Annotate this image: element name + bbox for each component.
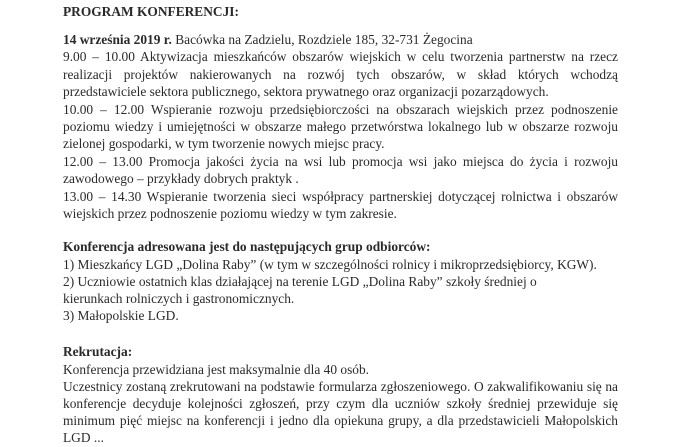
recruitment-rules: Uczestnicy zostaną zrekrutowani na podstawie formularza zgłoszeniowego. O zakwalifikowaniu się na konferencje decyduje kolejności zgłoszeń, przy czym dla uczniów szkoły średniej przewiduje się minimum pięć miejsc na konferencji i jedno dla opiekuna grupy, a dla przedstawicieli Małopolskich LGD ... [63,378,618,446]
section-spacer [63,222,618,238]
audience-item: 3) Małopolskie LGD. [63,308,179,324]
recruitment-section [63,343,618,446]
audience-item: 1) Mieszkańcy LGD „Dolina Raby” (w tym w szczególności rolnicy i mikroprzedsiębiorcy, KGW). [63,256,597,272]
page-title: PROGRAM KONFERENCJI: [63,4,239,19]
session-list [63,48,618,222]
audience-heading: Konferencja adresowana jest do następujących grup odbiorców: [63,239,431,255]
event-date: 14 września 2019 r. [63,32,172,48]
document-page [63,3,618,447]
session-item: 9.00 – 10.00 Aktywizacja mieszkańców obszarów wiejskich w celu tworzenia partnerstw na rzecz realizacji projektów nakierowanych na rozwój tych obszarów, w skład których wchodzą przedstawiciele sektora publicznego, sektora prywatnego oraz organizacji pozarządowych. [63,49,618,99]
event-date-location [63,31,618,48]
session-item: 12.00 – 13.00 Promocja jakości życia na wsi lub promocja wsi jako miejsca do życia i rozwoju zawodowego – przykłady dobrych praktyk . [63,153,618,186]
session-item: 10.00 – 12.00 Wspieranie rozwoju przedsiębiorczości na obszarach wiejskich przez podnoszenie poziomu wiedzy i umiejętności w obszarze małego przetwórstwa lokalnego lub w obszarze rozwoju zielonej gospodarki, w tym tworzenie nowych miejsc pracy. [63,101,618,151]
recruitment-capacity: Konferencja przewidziana jest maksymalnie dla 40 osób. [63,361,370,377]
section-spacer [63,324,618,343]
session-item: 13.00 – 14.30 Wspieranie tworzenia sieci współpracy partnerskiej dotyczącej rolnictwa i obszarów wiejskich przez podnoszenie poziomu wiedzy w tym zakresie. [63,188,618,221]
audience-section [63,238,618,324]
recruitment-heading: Rekrutacja: [63,344,133,360]
event-location: Bacówka na Zadzielu, Rozdziele 185, 32-731 Żegocina [171,32,473,48]
audience-item: 2) Uczniowie ostatnich klas działającej na terenie LGD „Dolina Raby” szkoły średniej o kierunkach rolniczych i gastronomicznych. [63,273,537,307]
